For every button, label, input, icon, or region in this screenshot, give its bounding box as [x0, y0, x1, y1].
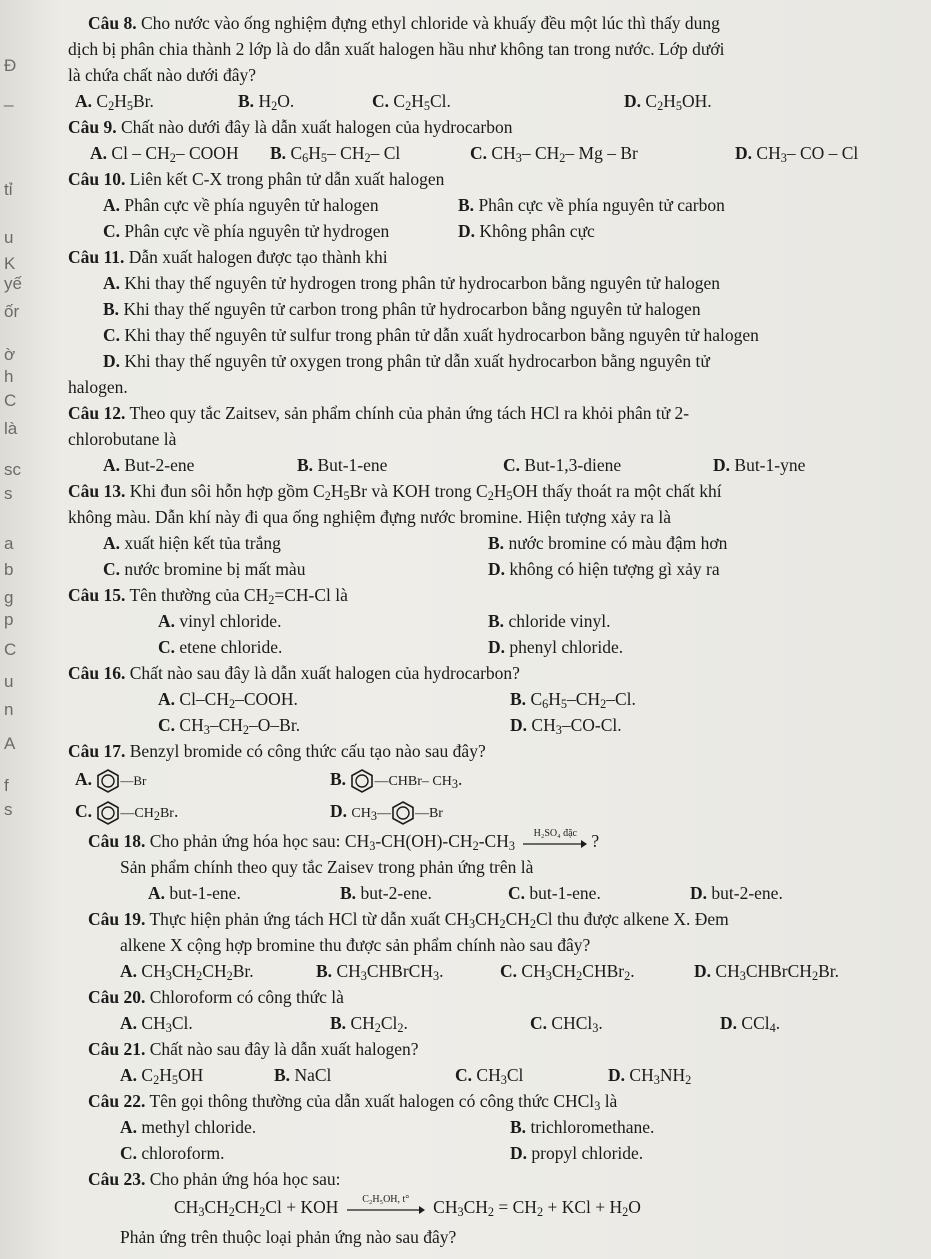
- q13-stem: Câu 13. Khi đun sôi hỗn hợp gồm $C_2H_5Br$ và KOH trong $C_2H_5OH$ thấy thoát ra một chất khí: [68, 481, 722, 503]
- q17-option-d: D. $CH_3—$ —Br: [330, 801, 443, 823]
- q17-option-a: A. —Br: [75, 768, 146, 793]
- benzene-ring-icon: [391, 801, 415, 825]
- q13-option-c: C. nước bromine bị mất màu: [103, 559, 306, 579]
- q19-option-c: C. $CH_3CH_2CHBr_2$.: [500, 961, 635, 983]
- margin-fragment: u: [4, 228, 14, 247]
- q11-stem: Câu 11. Dẫn xuất halogen được tạo thành khi: [68, 247, 388, 267]
- q8-stem-line3: là chứa chất nào dưới đây?: [68, 65, 257, 85]
- q12-option-a: A. But-2-ene: [103, 455, 195, 475]
- margin-fragment: p: [4, 610, 14, 629]
- q15-stem: Câu 15. Tên thường của $CH_2=CH-Cl$ là: [68, 585, 348, 607]
- benzene-ring-icon: [96, 769, 120, 793]
- q15-option-c: C. etene chloride.: [158, 637, 283, 657]
- margin-fragment: f: [4, 776, 9, 795]
- q10-option-d: D. Không phân cực: [458, 221, 595, 241]
- margin-fragment: s: [4, 800, 13, 819]
- q19-option-b: B. $CH_3CHBrCH_3$.: [316, 961, 444, 983]
- q11-option-a: A. Khi thay thế nguyên tử hydrogen trong phân tử hydrocarbon bằng nguyên tử halogen: [103, 273, 721, 293]
- q23-stem: Câu 23. Cho phản ứng hóa học sau:: [88, 1169, 341, 1189]
- margin-fragment: ốr: [4, 302, 20, 321]
- q9-option-b: B. $C_6H_5-$ $CH_2-$ Cl: [270, 143, 401, 165]
- margin-fragment: s: [4, 484, 13, 503]
- q18-stem2: Sản phẩm chính theo quy tắc Zaisev trong phản ứng trên là: [120, 857, 534, 877]
- q20-option-d: D. CCl$_4$.: [720, 1013, 781, 1035]
- margin-fragment: n: [4, 700, 14, 719]
- margin-fragment: tỉ: [4, 180, 13, 199]
- q8-option-c: C. $C_2H_5Cl$.: [372, 91, 451, 113]
- q8-option-d: D. $C_2H_5OH$.: [624, 91, 712, 113]
- question-number: Câu 8.: [88, 13, 137, 33]
- q11-option-d-cont: halogen.: [68, 377, 128, 397]
- q13-stem2: không màu. Dẫn khí này đi qua ống nghiệm đựng nước bromine. Hiện tượng xảy ra là: [68, 507, 671, 527]
- margin-fragment: g: [4, 588, 14, 607]
- q21-option-b: B. NaCl: [274, 1065, 332, 1085]
- q12-stem2: chlorobutane là: [68, 429, 177, 449]
- q16-option-d: D. $CH_3-CO-Cl$.: [510, 715, 622, 737]
- margin-fragment: h: [4, 367, 14, 386]
- q22-stem: Câu 22. Tên gọi thông thường của dẫn xuất halogen có công thức CHCl$_3$ là: [88, 1091, 618, 1113]
- q18-option-d: D. but-2-ene.: [690, 883, 783, 903]
- q23-stem2: Phản ứng trên thuộc loại phản ứng nào sau đây?: [120, 1227, 457, 1247]
- margin-fragment: ờ: [4, 345, 16, 364]
- q12-option-b: B. But-1-ene: [297, 455, 388, 475]
- q16-stem: Câu 16. Chất nào sau đây là dẫn xuất halogen của hydrocarbon?: [68, 663, 520, 683]
- q8-stem-line1: [88, 12, 720, 34]
- q11-option-b: B. Khi thay thế nguyên tử carbon trong phân tử hydrocarbon bằng nguyên tử halogen: [103, 299, 701, 319]
- q17-option-c: C. $—CH_2Br$.: [75, 801, 179, 823]
- q18-option-a: A. but-1-ene.: [148, 883, 241, 903]
- q20-stem: Câu 20. Chloroform có công thức là: [88, 987, 344, 1007]
- q10-option-b: B. Phân cực về phía nguyên tử carbon: [458, 195, 725, 215]
- q9-option-c: C. $CH_3-$ $CH_2-$ Mg – Br: [470, 143, 638, 165]
- margin-fragment: K: [4, 254, 16, 273]
- q21-option-a: A. $C_2H_5OH$: [120, 1065, 204, 1087]
- q19-stem2: alkene X cộng hợp bromine thu được sản phẩm chính nào sau đây?: [120, 935, 591, 955]
- q17-stem: Câu 17. Benzyl bromide có công thức cấu tạo nào sau đây?: [68, 741, 486, 761]
- q13-option-d: D. không có hiện tượng gì xảy ra: [488, 559, 720, 579]
- q16-option-a: A. $Cl-CH_2$–COOH.: [158, 689, 298, 711]
- margin-fragment: A: [4, 734, 16, 753]
- q17-option-b: B. —CHBr– $CH_3$.: [330, 769, 463, 791]
- q12-stem: Câu 12. Theo quy tắc Zaitsev, sản phẩm chính của phản ứng tách HCl ra khỏi phân tử 2-: [68, 403, 690, 423]
- q21-option-d: D. $CH_3NH_2$: [608, 1065, 692, 1087]
- q20-option-a: A. $CH_3Cl$.: [120, 1013, 193, 1035]
- q9-option-d: D. $CH_3-$ CO – Cl: [735, 143, 859, 165]
- margin-fragment: C: [4, 640, 17, 659]
- q21-option-c: C. $CH_3Cl$: [455, 1065, 524, 1087]
- q20-option-c: C. CHCl$_3$.: [530, 1013, 603, 1035]
- margin-fragment: C: [4, 391, 17, 410]
- q10-option-a: A. Phân cực về phía nguyên tử halogen: [103, 195, 379, 215]
- margin-fragment: sc: [4, 460, 21, 479]
- q12-option-c: C. But-1,3-diene: [503, 455, 622, 475]
- margin-fragment: u: [4, 672, 14, 691]
- q19-stem: Câu 19. Thực hiện phản ứng tách HCl từ dẫn xuất $CH_3CH_2CH_2Cl$ thu được alkene X. Đem: [88, 909, 729, 931]
- q18-option-b: B. but-2-ene.: [340, 883, 432, 903]
- q15-option-a: A. vinyl chloride.: [158, 611, 282, 631]
- margin-fragment: b: [4, 560, 14, 579]
- q12-option-d: D. But-1-yne: [713, 455, 806, 475]
- q19-option-d: D. $CH_3CHBrCH_2Br$.: [694, 961, 839, 983]
- q13-option-a: A. xuất hiện kết tủa trắng: [103, 533, 281, 553]
- q22-option-b: B. trichloromethane.: [510, 1117, 655, 1137]
- q18-option-c: C. but-1-ene.: [508, 883, 601, 903]
- margin-fragment: _: [4, 88, 14, 107]
- margin-fragment: là: [4, 419, 18, 438]
- margin-fragment: Đ: [4, 56, 17, 75]
- q9-option-a: A. Cl – $CH_2-$ COOH: [90, 143, 239, 165]
- benzene-ring-icon: [96, 801, 120, 825]
- q10-option-c: C. Phân cực về phía nguyên tử hydrogen: [103, 221, 390, 241]
- q8-option-b: B. $H_2O$.: [238, 91, 295, 113]
- q15-option-d: D. phenyl chloride.: [488, 637, 624, 657]
- reaction-arrow-icon: H₂SO₄ đặc: [523, 832, 587, 854]
- q21-stem: Câu 21. Chất nào sau đây là dẫn xuất halogen?: [88, 1039, 419, 1059]
- q11-option-d: D. Khi thay thế nguyên tử oxygen trong phân tử dẫn xuất hydrocarbon bằng nguyên tử: [103, 351, 710, 371]
- q13-option-b: B. nước bromine có màu đậm hơn: [488, 533, 728, 553]
- q22-option-d: D. propyl chloride.: [510, 1143, 644, 1163]
- margin-fragment: a: [4, 534, 14, 553]
- q16-option-b: B. $C_6H_5-CH_2-Cl$.: [510, 689, 636, 711]
- q8-option-a: A. $C_2H_5Br$.: [75, 91, 154, 113]
- benzene-ring-icon: [350, 769, 374, 793]
- q20-option-b: B. $CH_2Cl_2$.: [330, 1013, 408, 1035]
- q11-option-c: C. Khi thay thế nguyên tử sulfur trong phân tử dẫn xuất hydrocarbon bằng nguyên tử halogen: [103, 325, 759, 345]
- q8-stem-line2: dịch bị phân chia thành 2 lớp là do dẫn xuất halogen hầu như không tan trong nước. Lớp dưới: [68, 39, 725, 59]
- question-text: Cho nước vào ống nghiệm đựng ethyl chloride và khuấy đều một lúc thì thấy dung: [141, 13, 720, 33]
- q9-stem: Câu 9. Chất nào dưới đây là dẫn xuất halogen của hydrocarbon: [68, 117, 513, 137]
- reaction-arrow-icon: C₂H₅OH, t°: [347, 1198, 425, 1220]
- q18-stem: Câu 18. Cho phản ứng hóa học sau: $CH_3-CH(OH)-CH_2-CH_3$ H₂SO₄ đặc ?: [88, 827, 600, 853]
- q19-option-a: A. $CH_3CH_2CH_2Br$.: [120, 961, 254, 983]
- q23-equation: $CH_3CH_2CH_2Cl$ + KOH C₂H₅OH, t° $CH_3CH_2 = CH_2$ + KCl + $H_2O$: [174, 1193, 641, 1219]
- q22-option-c: C. chloroform.: [120, 1143, 225, 1163]
- q10-stem: Câu 10. Liên kết C-X trong phân tử dẫn xuất halogen: [68, 169, 445, 189]
- margin-fragment: yế: [4, 274, 22, 293]
- q22-option-a: A. methyl chloride.: [120, 1117, 257, 1137]
- q16-option-c: C. $CH_3-CH_2-O-Br$.: [158, 715, 301, 737]
- q15-option-b: B. chloride vinyl.: [488, 611, 611, 631]
